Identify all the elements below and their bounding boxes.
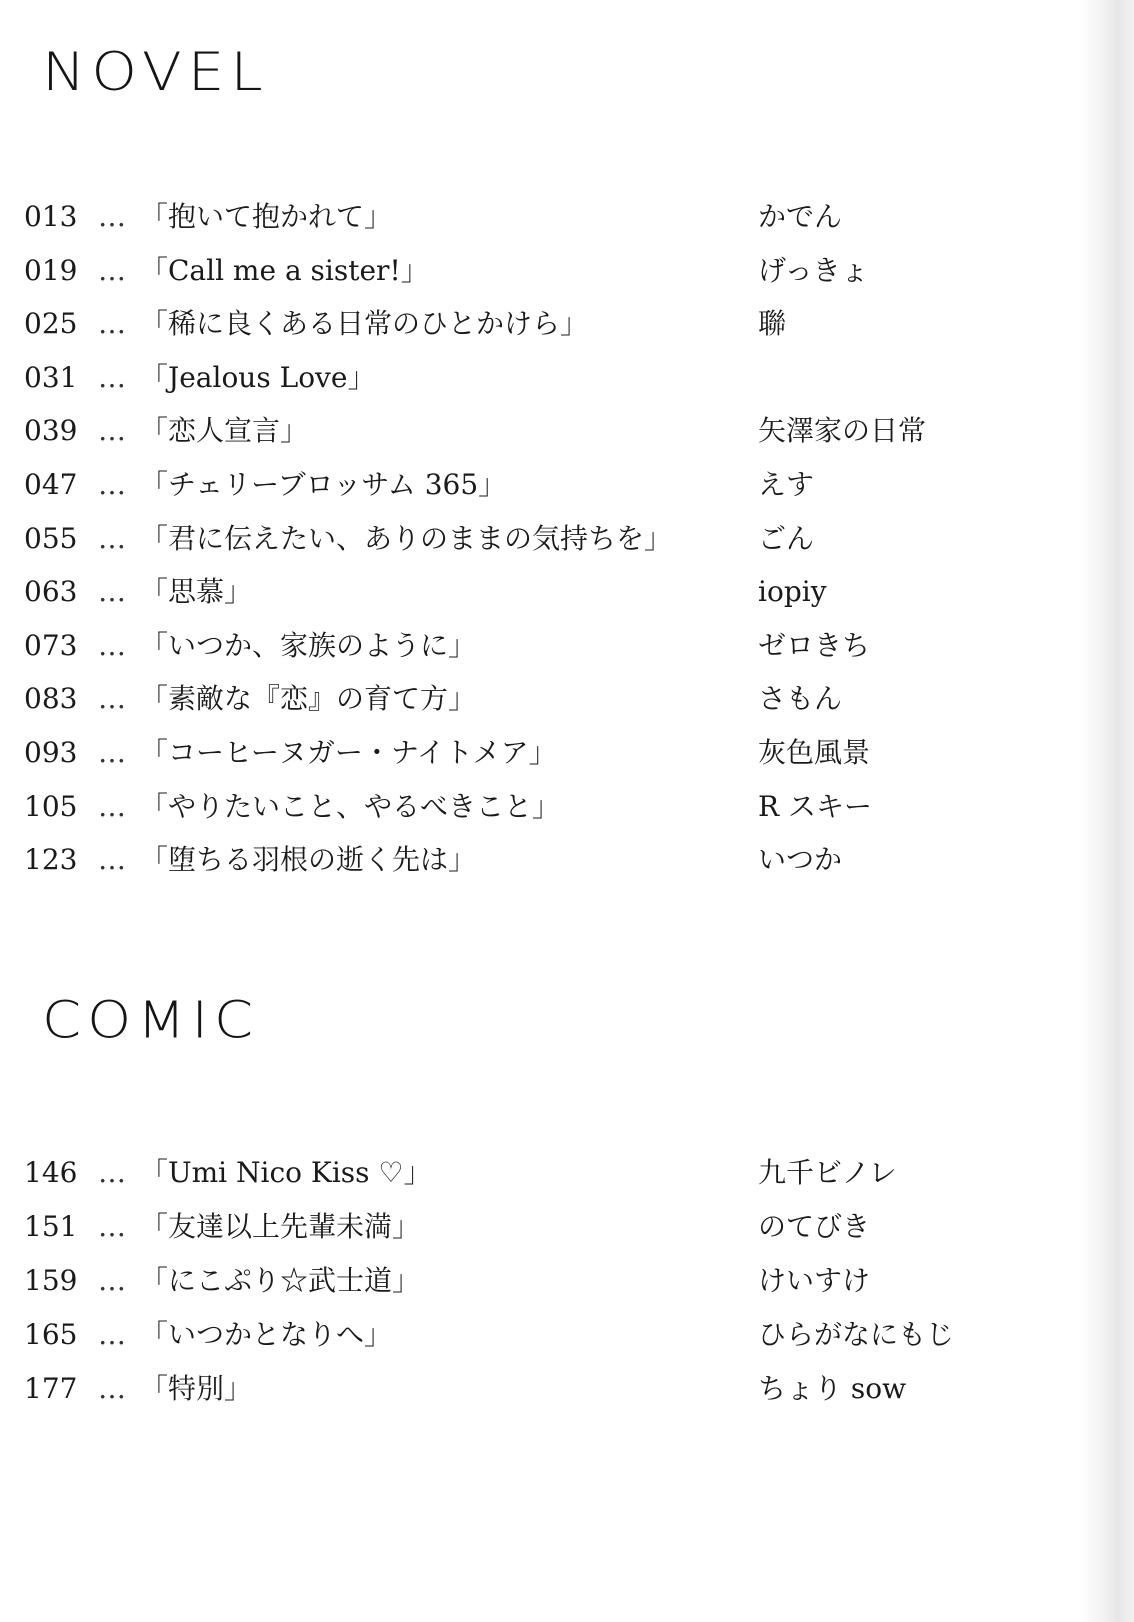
toc-leader-dots: …: [98, 682, 124, 716]
toc-page-number: 073: [24, 628, 78, 662]
toc-entry: [0, 512, 1060, 566]
toc-author: ひらがなにもじ: [758, 1318, 955, 1351]
toc-author: 灰色風景: [758, 735, 871, 769]
toc-title: 「堕ちる羽根の逝く先は」: [140, 843, 477, 877]
toc-page-number: 159: [24, 1264, 78, 1297]
toc-page-number: 039: [24, 414, 78, 448]
toc-entry: [0, 726, 1060, 780]
toc-author: えす: [758, 467, 815, 501]
toc-author: かでん: [758, 200, 843, 233]
toc-author: 九千ビノレ: [758, 1156, 897, 1189]
toc-title: 「にこぷり☆武士道」: [140, 1264, 421, 1297]
toc-author: R スキー: [758, 789, 872, 823]
toc-leader-dots: …: [98, 1264, 124, 1297]
toc-page-number: 151: [24, 1210, 78, 1243]
toc-leader-dots: …: [98, 414, 124, 448]
toc-page-number: 063: [24, 575, 78, 609]
toc-leader-dots: …: [98, 628, 124, 662]
toc-page-number: 083: [24, 682, 78, 716]
toc-page-number: 031: [24, 360, 78, 394]
toc-entry: [0, 404, 1060, 458]
toc-entry: [0, 1308, 1060, 1362]
toc-entry: [0, 1200, 1060, 1254]
toc-title: 「友達以上先輩未満」: [140, 1210, 421, 1243]
toc-title: 「稀に良くある日常のひとかけら」: [140, 307, 589, 341]
novel-toc-list: [0, 190, 1060, 887]
toc-author: げっきょ: [758, 253, 869, 287]
toc-leader-dots: …: [98, 1210, 124, 1243]
toc-leader-dots: …: [98, 735, 124, 769]
toc-entry: [0, 297, 1060, 351]
toc-leader-dots: …: [98, 1372, 124, 1405]
toc-title: 「素敵な『恋』の育て方」: [140, 682, 477, 716]
toc-entry: [0, 833, 1060, 887]
toc-author: 矢澤家の日常: [758, 414, 927, 448]
toc-title: 「Umi Nico Kiss ♡」: [140, 1156, 432, 1189]
toc-title: 「特別」: [140, 1372, 253, 1405]
toc-page-number: 165: [24, 1318, 78, 1351]
toc-author: ごん: [758, 521, 815, 555]
toc-author: さもん: [758, 682, 843, 716]
toc-leader-dots: …: [98, 1318, 124, 1351]
toc-page-number: 123: [24, 843, 78, 877]
toc-title: 「いつかとなりへ」: [140, 1318, 393, 1351]
toc-author: ゼロきち: [758, 628, 871, 662]
toc-leader-dots: …: [98, 200, 124, 233]
toc-page-number: 105: [24, 789, 78, 823]
toc-entry: [0, 1146, 1060, 1200]
toc-leader-dots: …: [98, 1156, 124, 1189]
toc-title: 「抱いて抱かれて」: [140, 200, 393, 233]
toc-author: ちょり sow: [758, 1372, 907, 1405]
toc-entry: [0, 565, 1060, 619]
toc-leader-dots: …: [98, 467, 124, 501]
toc-leader-dots: …: [98, 843, 124, 877]
toc-entry: [0, 619, 1060, 673]
toc-author: いつか: [758, 843, 843, 877]
page-edge-shadow: [1080, 0, 1134, 1622]
toc-entry: [0, 190, 1060, 244]
toc-leader-dots: …: [98, 360, 124, 394]
toc-title: 「Jealous Love」: [140, 360, 376, 394]
toc-leader-dots: …: [98, 575, 124, 609]
toc-title: 「Call me a sister!」: [140, 253, 429, 287]
toc-page-number: 047: [24, 467, 78, 501]
comic-heading: COMIC: [42, 991, 260, 1050]
toc-entry: [0, 458, 1060, 512]
toc-page-number: 177: [24, 1372, 78, 1405]
toc-entry: [0, 351, 1060, 405]
toc-entry: [0, 1362, 1060, 1416]
toc-leader-dots: …: [98, 253, 124, 287]
toc-page-number: 019: [24, 253, 78, 287]
toc-page-number: 013: [24, 200, 78, 233]
toc-page-number: 146: [24, 1156, 78, 1189]
toc-title: 「思慕」: [140, 575, 253, 609]
toc-leader-dots: …: [98, 789, 124, 823]
toc-title: 「君に伝えたい、ありのままの気持ちを」: [140, 521, 673, 555]
toc-author: のてびき: [758, 1210, 871, 1243]
toc-page-number: 055: [24, 521, 78, 555]
toc-entry: [0, 1254, 1060, 1308]
toc-entry: [0, 780, 1060, 834]
toc-title: 「いつか、家族のように」: [140, 628, 477, 662]
toc-entry: [0, 672, 1060, 726]
toc-author: 聯: [758, 307, 787, 341]
toc-page-number: 025: [24, 307, 78, 341]
comic-toc-list: [0, 1146, 1060, 1416]
toc-author: けいすけ: [758, 1264, 871, 1297]
toc-leader-dots: …: [98, 521, 124, 555]
toc-entry: [0, 244, 1060, 298]
toc-title: 「チェリーブロッサム 365」: [140, 467, 507, 501]
toc-page-number: 093: [24, 735, 78, 769]
toc-author: iopiy: [758, 575, 827, 609]
toc-title: 「恋人宣言」: [140, 414, 309, 448]
novel-heading: NOVEL: [42, 41, 269, 103]
toc-title: 「やりたいこと、やるべきこと」: [140, 789, 561, 823]
toc-title: 「コーヒーヌガー・ナイトメア」: [140, 735, 557, 769]
toc-leader-dots: …: [98, 307, 124, 341]
